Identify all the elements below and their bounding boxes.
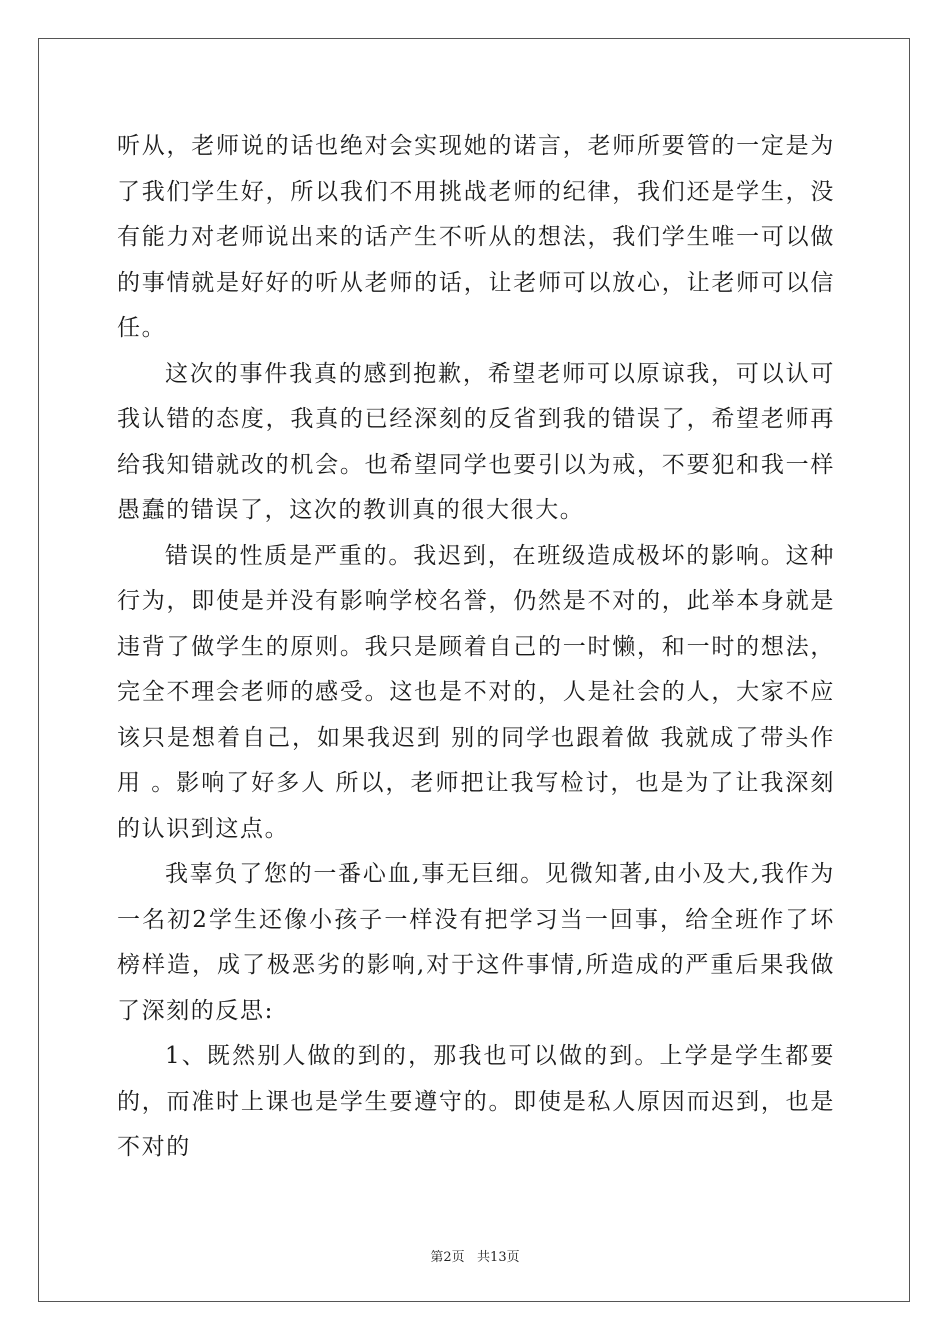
paragraph-4: 我辜负了您的一番心血,事无巨细。见微知著,由小及大,我作为一名初2学生还像小孩子一样没有把学习当一回事，给全班作了坏榜样造，成了极恶劣的影响,对于这件事情,所造成的严重后果我做了深刻的反思: — [117, 861, 835, 1024]
paragraph-5: 1、既然别人做的到的，那我也可以做的到。上学是学生都要的，而准时上课也是学生要遵守的。即使是私人原因而迟到，也是不对的 — [117, 1043, 835, 1160]
paragraph-3: 错误的性质是严重的。我迟到，在班级造成极坏的影响。这种行为，即使是并没有影响学校名誉，仍然是不对的，此举本身就是违背了做学生的原则。我只是顾着自己的一时懒，和一时的想法，完全不理会老师的感受。这也是不对的，人是社会的人，大家不应该只是想着自己，如果我迟到 别的同学也跟着做 我就成了带头作用 。影响了好多人 所以，老师把让我写检讨，也是为了让我深刻的认识到这点。 — [117, 542, 835, 842]
page-number-footer: 第2页 共13页 — [430, 1250, 520, 1265]
paragraph-2: 这次的事件我真的感到抱歉，希望老师可以原谅我，可以认可我认错的态度，我真的已经深刻的反省到我的错误了，希望老师再给我知错就改的机会。也希望同学也要引以为戒，不要犯和我一样愚蠢的错误了，这次的教训真的很大很大。 — [117, 360, 835, 523]
paragraph-1: 听从，老师说的话也绝对会实现她的诺言，老师所要管的一定是为了我们学生好，所以我们不用挑战老师的纪律，我们还是学生，没有能力对老师说出来的话产生不听从的想法，我们学生唯一可以做的事情就是好好的听从老师的话，让老师可以放心，让老师可以信任。 — [117, 133, 835, 341]
document-body — [117, 124, 835, 1171]
